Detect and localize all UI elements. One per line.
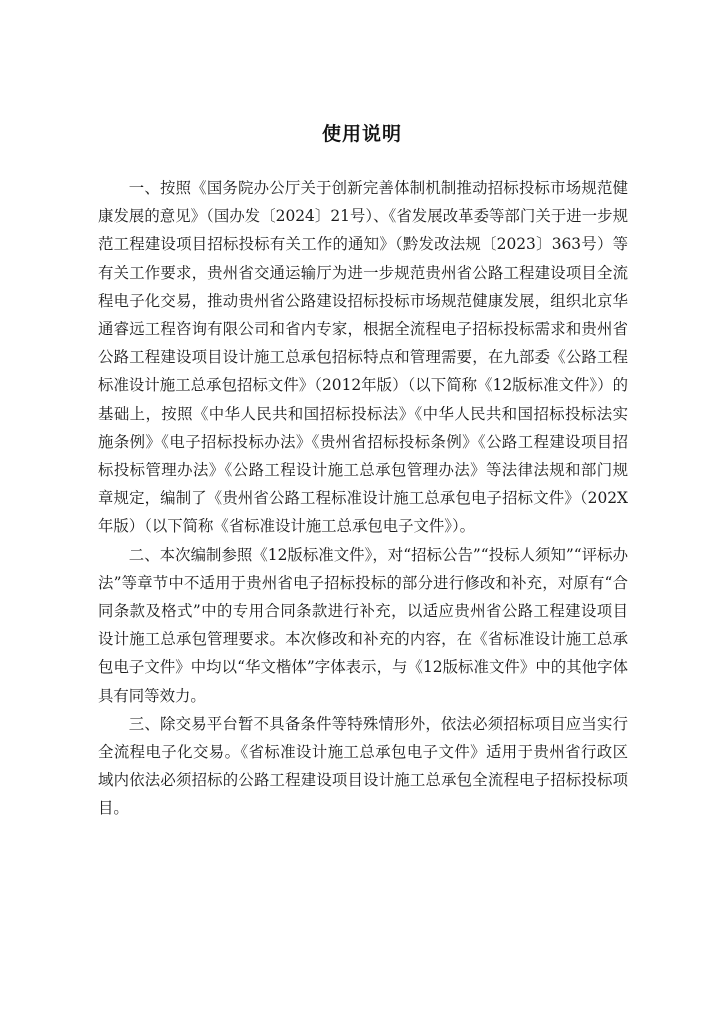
paragraph-1: 一、按照《国务院办公厅关于创新完善体制机制推动招标投标市场规范健康发展的意见》（国办发〔2024〕21号）、《省发展改革委等部门关于进一步规范工程建设项目招标投标有关工作的通知》（黔发改法规〔2023〕363号）等有关工作要求，贵州省交通运输厅为进一步规范贵州省公路工程建设项目全流程电子化交易，推动贵州省公路建设招标投标市场规范健康发展，组织北京华通睿远工程咨询有限公司和省内专家，根据全流程电子招标投标需求和贵州省公路工程建设项目设计施工总承包招标特点和管理需要，在九部委《公路工程标准设计施工总承包招标文件》（2012年版）（以下简称《12版标准文件》）的基础上，按照《中华人民共和国招标投标法》《中华人民共和国招标投标法实施条例》《电子招标投标办法》《贵州省招标投标条例》《公路工程建设项目招标投标管理办法》《公路工程设计施工总承包管理办法》等法律法规和部门规章规定，编制了《贵州省公路工程标准设计施工总承包电子招标文件》（202X年版）（以下简称《省标准设计施工总承包电子文件》）。 xyxy=(98,179,628,536)
page-title: 使用说明 xyxy=(321,123,402,145)
paragraph-2: 二、本次编制参照《12版标准文件》，对“招标公告”“投标人须知”“评标办法”等章节中不适用于贵州省电子招标投标的部分进行修改和补充，对原有“合同条款及格式”中的专用合同条款进行补充，以适应贵州省公路工程建设项目设计施工总承包管理要求。本次修改和补充的内容，在《省标准设计施工总承包电子文件》中均以“华文楷体”字体表示，与《12版标准文件》中的其他字体具有同等效力。 xyxy=(98,545,628,705)
paragraph-3: 三、除交易平台暂不具备条件等特殊情形外，依法必须招标项目应当实行全流程电子化交易。《省标准设计施工总承包电子文件》适用于贵州省行政区域内依法必须招标的公路工程建设项目设计施工总承包全流程电子招标投标项目。 xyxy=(98,714,628,818)
document-body xyxy=(98,174,628,823)
